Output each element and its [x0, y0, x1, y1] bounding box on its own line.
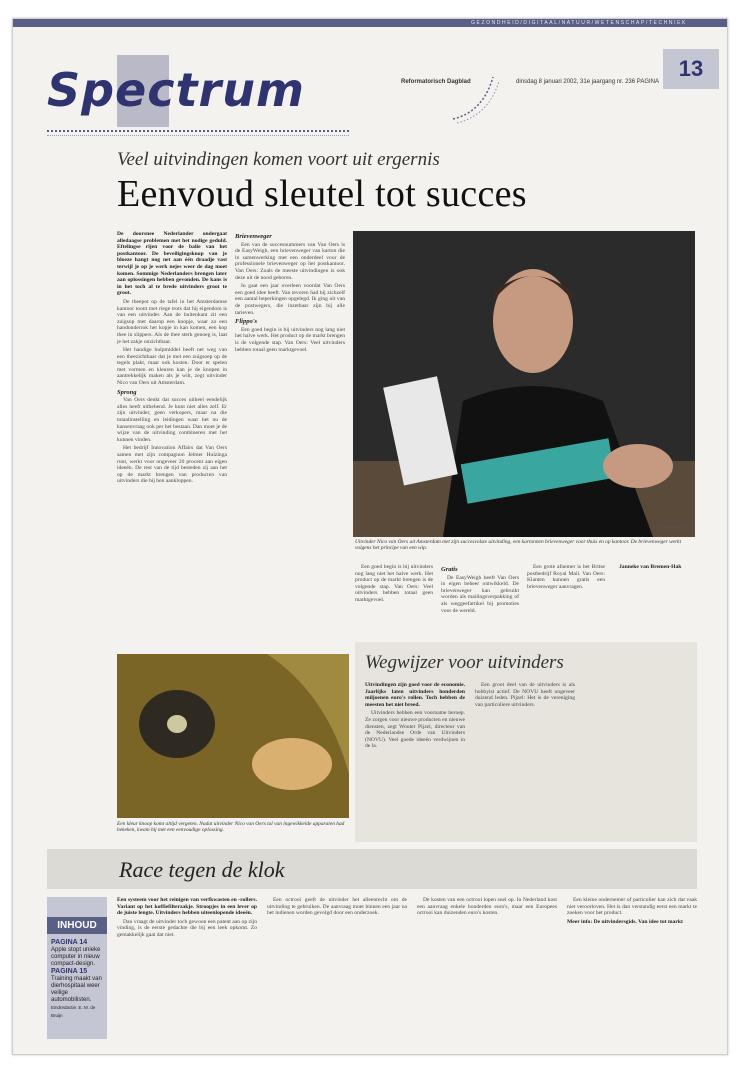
race-paragraph: Dan vraagt de uitvinder toch gewoon een patent aan op zijn vinding, is de eerste gedachte die bij een leek opkomt. Zo gemakkelijk gaat dat niet. — [117, 918, 257, 938]
logo-dotted-rule — [47, 130, 349, 132]
article-column-1 — [117, 231, 227, 636]
article-paragraph: Het handige hulpmiddel heeft net weg van een theezichtbaar dat je met een zuigsoep op de tegels plakt, maar ook kosten. Door er spelen met vormen en kleuren kan je de knopen in aantrekkelijk maken als je wilt, zegt uitvinder Nico van Oers uit Amsterdam. — [117, 347, 227, 387]
race-lead: Een systeem voor het reinigen van verfkwasten en -rollers. Variant op het koffiefilterzakje. Stroopjes in een lever op de juiste lengte. Uitvinders hebben uiteenlopende ideeën. — [117, 897, 257, 917]
article-column-4 — [441, 564, 519, 634]
article-paragraph: De EasyWeigh heeft Van Oers in eigen beheer ontwikkeld. De brievenweger kan gebruikt worden als mailingsverpakking of als weggeefartikel bij promoties voor de wereld. — [441, 574, 519, 614]
inventor-photo — [353, 231, 695, 537]
article-column-6 — [613, 564, 695, 634]
article-paragraph: Een van de succesnummers van Van Oers is de EasyWeigh, een brievenweger van karton die in samenwerking met een onderdeel voor de professionele brievenweger op het postkantoor. Van Oers: Zoals de meeste uitvindingen is ook deze uit de nood geboren. — [235, 241, 345, 281]
photo-caption: Uitvinder Nico van Oers uit Amsterdam met zijn succesvolste uitvinding, een kartonnen brievenweger voor thuis en op kantoor. De brievenweger werkt volgens het principe van een wip. — [355, 539, 682, 552]
article-column-5 — [527, 564, 605, 634]
inventor-photo-image — [353, 231, 695, 537]
article-paragraph: Een goed begin is bij uitvinders nog lang niet het halve werk. Het product op de markt brengen is de volgende stap. Van Oers: Veel uitvinders hebben totaal geen marktgevoel. — [355, 564, 433, 603]
wegwijzer-column-2 — [475, 682, 575, 832]
page-number: 13 — [663, 49, 719, 89]
race-paragraph: Een octrooi geeft de uitvinder het alleenrecht om de uitvinding te gebruiken. De aanvraag moet binnen een jaar na het indienen worden gevolgd door een onderzoek. — [267, 897, 407, 917]
subheading: Sprong — [117, 388, 137, 396]
button-photo-image — [117, 654, 349, 818]
race-footer: Meer info: De uitvindersgids. Van idee tot markt — [567, 918, 683, 925]
swirl-logo-icon — [443, 67, 503, 127]
contents-entries — [51, 939, 105, 1020]
article-paragraph: De theepot op de tafel in het Amsterdamse kantoor toont met riege trots dat hij eigendom is van een uitvinder. Aan de buitenkant zit een zuigsop met daarop een knopje, waar zo een handonderrok het kopje in kan komen, een kop thee in slippers. Als de thee sterk genoeg is, laat je het zakje onzichtbaar. — [117, 298, 227, 345]
article-column-2 — [235, 231, 345, 636]
wegwijzer-lead: Uitvindingen zijn goed voor de economie. Jaarlijks laten uitvinders honderden miljoenen euro's rollen. Toch hebben de meesten het niet breed. — [365, 682, 465, 708]
button-photo — [117, 654, 349, 818]
subheading: Gratis — [441, 566, 458, 573]
photo-credit: Foto Paul Dijkstra — [653, 525, 689, 530]
article-column-3 — [355, 564, 433, 634]
wegwijzer-paragraph: Een groot deel van de uitvinders is als hobbyist actief. De NOVU heeft ongeveer duizend leden. Pijzel: Het is de vereniging van particuliere uitvinders. — [475, 682, 575, 708]
author-credit: Janneke van Bremen-Hak — [619, 564, 682, 570]
race-paragraph: De kosten van een octrooi lopen snel op. In Nederland kost een aanvraag enkele honderden euro's, maar een Europees octrooi kan duizenden euro's kosten. — [417, 897, 557, 917]
section-topline: GEZONDHEID/DIGITAAL/NATUUR/WETENSCHAP/TECHNIEK — [13, 19, 727, 27]
race-column-2 — [267, 897, 407, 1037]
logo-dotted-rule-2 — [47, 135, 349, 136]
article-paragraph: Een grote afnemer is het Britse postbedrijf Royal Mail. Van Oers: Klanten kunnen gratis een brievenweger aanvragen. — [527, 564, 605, 590]
wegwijzer-title: Wegwijzer voor uitvinders — [365, 652, 564, 673]
contents-page-15-label: PAGINA 15 — [51, 968, 88, 975]
race-column-1 — [117, 897, 257, 1037]
article-paragraph: Het bedrijf Innovation Affairs dat Van Oers samen met zijn compagnon Jelmer Huizinga runt, werkt voor ongeveer 20 procent aan eigen ideeën. De rest van de tijd besteden zij aan het op de markt brengen van producten van uitvinders die bij hen aankloppen. — [117, 445, 227, 485]
editor-credit: Eindredactie: E. M. de Bruijn — [51, 1005, 96, 1018]
photo-caption-2: Een kleur knoop komt altijd vergeten. Nadat uitvinder Nico van Oers tal van ingewikkelde apparaten had bekeken, kwam hij met een eenvoudige oplossing. — [117, 821, 345, 834]
contents-page-14-text: Apple stopt unieke computer in nieuw compact-design. — [51, 947, 101, 967]
wegwijzer-column-1 — [365, 682, 465, 832]
contents-box — [47, 897, 107, 1039]
article-headline: Eenvoud sleutel tot succes — [117, 173, 527, 215]
subheading: Flippo's — [235, 318, 258, 326]
race-column-4 — [567, 897, 697, 1037]
race-headline: Race tegen de klok — [119, 857, 285, 882]
contents-page-14-label: PAGINA 14 — [51, 939, 88, 946]
spectrum-logo: Spectrum — [47, 63, 305, 117]
race-column-3 — [417, 897, 557, 1037]
subheading: Brievenweger — [235, 233, 272, 240]
article-lead: De doorsnee Nederlander ondergaat alledaagse problemen met het nodige geduld. Eftelingse rijen voor de balie van het postkantoor. De beveiligingsknop van je bloeze hangt nog net aan één draadje vast terwijl je op je werk nejes weer de dag moet komen. Sommige Nederlanders brengen later aan oplossingen hebben gevonden. De kans is in het toch al te brede uitvinders groot te groot. — [117, 231, 227, 297]
race-header-band — [47, 849, 697, 889]
article-paragraph: In gaat een jaar overleen voordat Van Oers een goed idee heeft. Van tevoren had hij zichzelf een aantal beperkingen opgelegd. Ik ging uit van de postwegers, die inzetbaar zijn bij alle tarieven. — [235, 283, 345, 316]
article-paragraph: Van Oers denkt dat succes uitheel eendelijk alles heeft uitbehend. Je kunt niet alles zelf. Er zijn uitvinder, geen verkopers, maar na die totaalinstelling en leidingen waar het nu de kansenvraag ook per het bestaan. Dan moet je de wijze van de uitvinding combineren met het kunnen vinden. — [117, 397, 227, 443]
publication-name: Reformatorisch Dagblad — [401, 79, 471, 85]
wegwijzer-box — [355, 642, 697, 842]
race-paragraph: Een kleine ondernemer of particulier kan zich dat vaak niet veroorloven. Het is dan verstandig eerst een markt te zoeken voor het product. — [567, 897, 697, 917]
contents-page-15-text: Training maakt van dierhospitaal weer veilige automobilisten. — [51, 976, 102, 1003]
article-paragraph: Een goed begin is bij uitvinders nog lang niet het halve werk. Het product op de markt brengen is de volgende stap. Van Oers: Veel uitvinders hebben totaal geen marktgevoel. — [235, 326, 345, 353]
contents-title: INHOUD — [47, 917, 107, 934]
dateline: dinsdag 8 januari 2002, 31e jaargang nr. 236 PAGINA — [516, 79, 659, 85]
newspaper-page — [12, 18, 728, 1055]
article-kicker: Veel uitvindingen komen voort uit ergernis — [117, 149, 440, 170]
wegwijzer-paragraph: Uitvinders hebben een voorname beroep. Ze zorgen voor nieuwe producten en nieuwe diensten, zegt Wouter Pijzel, directeur van de Nederlandse Orde van Uitvinders (NOVU). Veel goede ideeën verdwijnen in de la. — [365, 710, 465, 750]
